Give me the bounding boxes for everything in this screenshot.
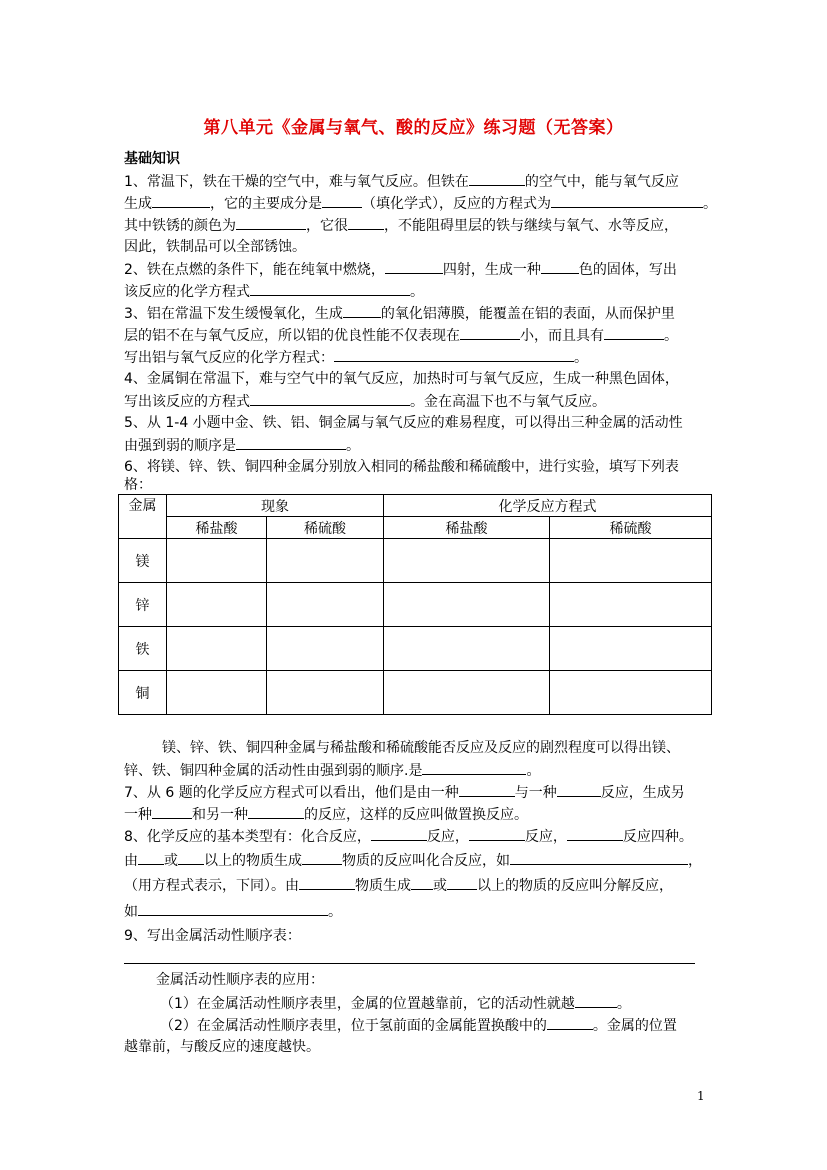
- table-header-metal: 金属: [119, 495, 167, 539]
- table-subheader-h2so4: 稀硫酸: [550, 517, 712, 539]
- section-heading: 基础知识: [124, 151, 180, 167]
- q8-text: 由: [124, 853, 138, 869]
- q6-text: 锌、铁、铜四种金属的活动性由强到弱的顺序.是: [124, 763, 423, 779]
- answer-blank[interactable]: [460, 325, 520, 340]
- q2-text: 2、铁在点燃的条件下，能在纯氧中燃烧，: [124, 262, 385, 278]
- application-text: 。金属的位置: [592, 1018, 677, 1034]
- application-2-cont: 越靠前，与酸反应的速度越快。: [124, 1039, 320, 1055]
- table-header-equation: 化学反应方程式: [384, 495, 712, 517]
- q7-text: 反应，生成另: [600, 785, 685, 801]
- answer-cell[interactable]: [384, 583, 550, 627]
- q1-text: 。: [703, 196, 717, 212]
- answer-blank[interactable]: [422, 760, 526, 775]
- applications-heading: 金属活动性顺序表的应用：: [156, 972, 324, 988]
- answer-blank[interactable]: [248, 804, 304, 819]
- row-metal-label: 锌: [119, 583, 167, 627]
- q1-line-1: [124, 171, 679, 192]
- q3-text: 。: [574, 350, 588, 366]
- q6-line-2: 格：: [124, 477, 152, 493]
- q8-text: 8、化学反应的基本类型有：化合反应，: [124, 829, 371, 845]
- q2-text: 该反应的化学方程式: [124, 284, 250, 300]
- document-title: 第八单元《金属与氧气、酸的反应》练习题（无答案）: [203, 118, 624, 138]
- table-subheader-h2so4: 稀硫酸: [267, 517, 384, 539]
- q4-text: 。金在高温下也不与氧气反应。: [410, 394, 606, 410]
- q8-text: 物质生成: [355, 878, 411, 894]
- q6-after-line-1: 镁、锌、铁、铜四种金属与稀盐酸和稀硫酸能否反应及反应的剧烈程度可以得出镁、: [162, 740, 680, 756]
- answer-blank[interactable]: [447, 875, 477, 890]
- answer-blank[interactable]: [575, 993, 617, 1008]
- answer-blank[interactable]: [547, 1015, 593, 1030]
- q3-line-1: [124, 303, 675, 324]
- q8-text: 反应四种。: [622, 829, 693, 845]
- q5-text: 由强到弱的顺序是: [124, 438, 236, 454]
- q3-text: 小，而且具有: [520, 328, 604, 344]
- answer-cell[interactable]: [267, 671, 384, 715]
- q8-text: 。: [328, 904, 342, 920]
- table-subheader-hcl: 稀盐酸: [167, 517, 267, 539]
- q8-text: 以上的物质的反应叫分解反应，: [477, 878, 673, 894]
- q7-line-1: [124, 782, 685, 803]
- answer-cell[interactable]: [550, 539, 712, 583]
- q1-text: （填化学式），反应的方程式为: [362, 196, 551, 212]
- table-subheader-hcl: 稀盐酸: [384, 517, 550, 539]
- q5-text: 。: [346, 438, 360, 454]
- q2-text: 色的固体，写出: [578, 262, 677, 278]
- answer-blank[interactable]: [567, 826, 623, 841]
- answer-blank[interactable]: [178, 850, 204, 865]
- q1-line-4: 因此，铁制品可以全部锈蚀。: [124, 239, 306, 255]
- table-row: [119, 583, 712, 627]
- q4-line-1: 4、金属铜在常温下，难与空气中的氧气反应，加热时可与氧气反应，生成一种黑色固体，: [124, 371, 679, 387]
- q3-text: 写出铝与氧气反应的化学方程式：: [124, 350, 334, 366]
- q7-line-2: [124, 804, 528, 825]
- q3-text: 。: [664, 328, 678, 344]
- answer-blank[interactable]: [469, 171, 525, 186]
- q1-text: ，不能阻碍里层的铁与继续与氧气、水等反应，: [384, 218, 678, 234]
- answer-blank[interactable]: [459, 782, 515, 797]
- q3-text: 的氧化铝薄膜，能覆盖在铝的表面，从而保护里: [380, 306, 675, 322]
- row-metal-label: 铜: [119, 671, 167, 715]
- q7-text: 的反应，这样的反应叫做置换反应。: [304, 807, 528, 823]
- q5-line-2: [124, 435, 360, 456]
- row-metal-label: 铁: [119, 627, 167, 671]
- answer-blank[interactable]: [343, 303, 381, 318]
- answer-blank[interactable]: [322, 193, 362, 208]
- q6-after-line-2: [124, 760, 540, 781]
- q1-line-2: [124, 193, 717, 214]
- q3-text: 3、铝在常温下发生缓慢氧化，生成: [124, 306, 343, 322]
- answer-blank[interactable]: [138, 850, 164, 865]
- answer-blank[interactable]: [250, 281, 410, 296]
- q1-text: ，它很: [306, 218, 348, 234]
- answer-blank[interactable]: [541, 259, 579, 274]
- table-header-phenomenon: 现象: [167, 495, 384, 517]
- reaction-table: [118, 494, 712, 715]
- q3-text: 层的铝不在与氧气反应，所以铝的优良性能不仅表现在: [124, 328, 460, 344]
- answer-line[interactable]: [124, 963, 695, 964]
- q8-line-2: [124, 850, 702, 871]
- q1-text: 其中铁锈的颜色为: [124, 218, 236, 234]
- q8-text: 反应，: [426, 829, 469, 845]
- q1-line-3: [124, 215, 678, 236]
- q2-line-1: [124, 259, 677, 280]
- q8-text: 反应，: [524, 829, 567, 845]
- answer-cell[interactable]: [267, 539, 384, 583]
- application-text: （2）在金属活动性顺序表里，位于氢前面的金属能置换酸中的: [160, 1018, 547, 1034]
- answer-blank[interactable]: [348, 215, 384, 230]
- answer-cell[interactable]: [384, 671, 550, 715]
- answer-blank[interactable]: [334, 347, 574, 362]
- answer-blank[interactable]: [604, 325, 664, 340]
- table-row: [119, 671, 712, 715]
- answer-blank[interactable]: [385, 259, 443, 274]
- answer-cell[interactable]: [267, 583, 384, 627]
- answer-cell[interactable]: [167, 671, 267, 715]
- answer-blank[interactable]: [138, 901, 328, 916]
- q6-line-1: 6、将镁、锌、铁、铜四种金属分别放入相同的稀盐酸和稀硫酸中，进行实验，填写下列表: [124, 459, 679, 475]
- q8-text: （用方程式表示，下同）。由: [124, 878, 299, 894]
- application-text: 。: [616, 996, 631, 1012]
- q4-text: 写出该反应的方程式: [124, 394, 250, 410]
- q8-line-1: [124, 826, 693, 847]
- answer-cell[interactable]: [167, 627, 267, 671]
- q4-line-2: [124, 391, 606, 412]
- answer-blank[interactable]: [152, 804, 192, 819]
- q6-text: 。: [526, 763, 541, 779]
- q2-text: 四射，生成一种: [442, 262, 541, 278]
- answer-cell[interactable]: [550, 671, 712, 715]
- q8-line-3: [124, 875, 673, 896]
- q7-text: 一种: [124, 807, 152, 823]
- q9-line-1: 9、写出金属活动性顺序表：: [124, 928, 301, 944]
- answer-blank[interactable]: [299, 875, 355, 890]
- answer-blank[interactable]: [411, 875, 433, 890]
- answer-blank[interactable]: [510, 850, 688, 865]
- answer-cell[interactable]: [550, 583, 712, 627]
- answer-blank[interactable]: [250, 391, 410, 406]
- q5-line-1: 5、从 1-4 小题中金、铁、铝、铜金属与氧气反应的难易程度，可以得出三种金属的活动性: [124, 415, 683, 431]
- q8-text: 如: [124, 904, 138, 920]
- q7-text: 和另一种: [192, 807, 248, 823]
- answer-cell[interactable]: [550, 627, 712, 671]
- q8-text: 以上的物质生成: [204, 853, 302, 869]
- table-row: [119, 627, 712, 671]
- answer-blank[interactable]: [236, 215, 306, 230]
- q8-text: 或: [433, 878, 447, 894]
- answer-blank[interactable]: [551, 193, 703, 208]
- answer-blank[interactable]: [557, 782, 601, 797]
- q2-text: 。: [410, 284, 424, 300]
- answer-cell[interactable]: [267, 627, 384, 671]
- answer-blank[interactable]: [236, 435, 346, 450]
- q1-text: 的空气中，能与氧气反应: [524, 174, 679, 190]
- q3-line-3: [124, 347, 588, 368]
- q8-text: 物质的反应叫化合反应，如: [342, 853, 510, 869]
- q1-text: ，它的主要成分是: [210, 196, 322, 212]
- answer-blank[interactable]: [152, 193, 210, 208]
- application-text: （1）在金属活动性顺序表里，金属的位置越靠前，它的活动性就越: [160, 996, 575, 1012]
- q3-line-2: [124, 325, 678, 346]
- q8-text: ，: [688, 853, 702, 869]
- table-row: [119, 539, 712, 583]
- application-1: [160, 993, 631, 1014]
- answer-cell[interactable]: [167, 539, 267, 583]
- page-number: 1: [697, 1089, 705, 1103]
- q7-text: 7、从 6 题的化学反应方程式可以看出，他们是由一种: [124, 785, 459, 801]
- answer-cell[interactable]: [384, 627, 550, 671]
- q1-text: 生成: [124, 196, 152, 212]
- row-metal-label: 镁: [119, 539, 167, 583]
- q8-text: 或: [164, 853, 178, 869]
- q7-text: 与一种: [514, 785, 557, 801]
- application-2: [160, 1015, 677, 1036]
- answer-cell[interactable]: [167, 583, 267, 627]
- answer-cell[interactable]: [384, 539, 550, 583]
- answer-blank[interactable]: [469, 826, 525, 841]
- answer-blank[interactable]: [371, 826, 427, 841]
- q1-text: 1、常温下，铁在干燥的空气中，难与氧气反应。但铁在: [124, 174, 469, 190]
- q2-line-2: [124, 281, 424, 302]
- answer-blank[interactable]: [302, 850, 342, 865]
- q8-line-4: [124, 901, 342, 922]
